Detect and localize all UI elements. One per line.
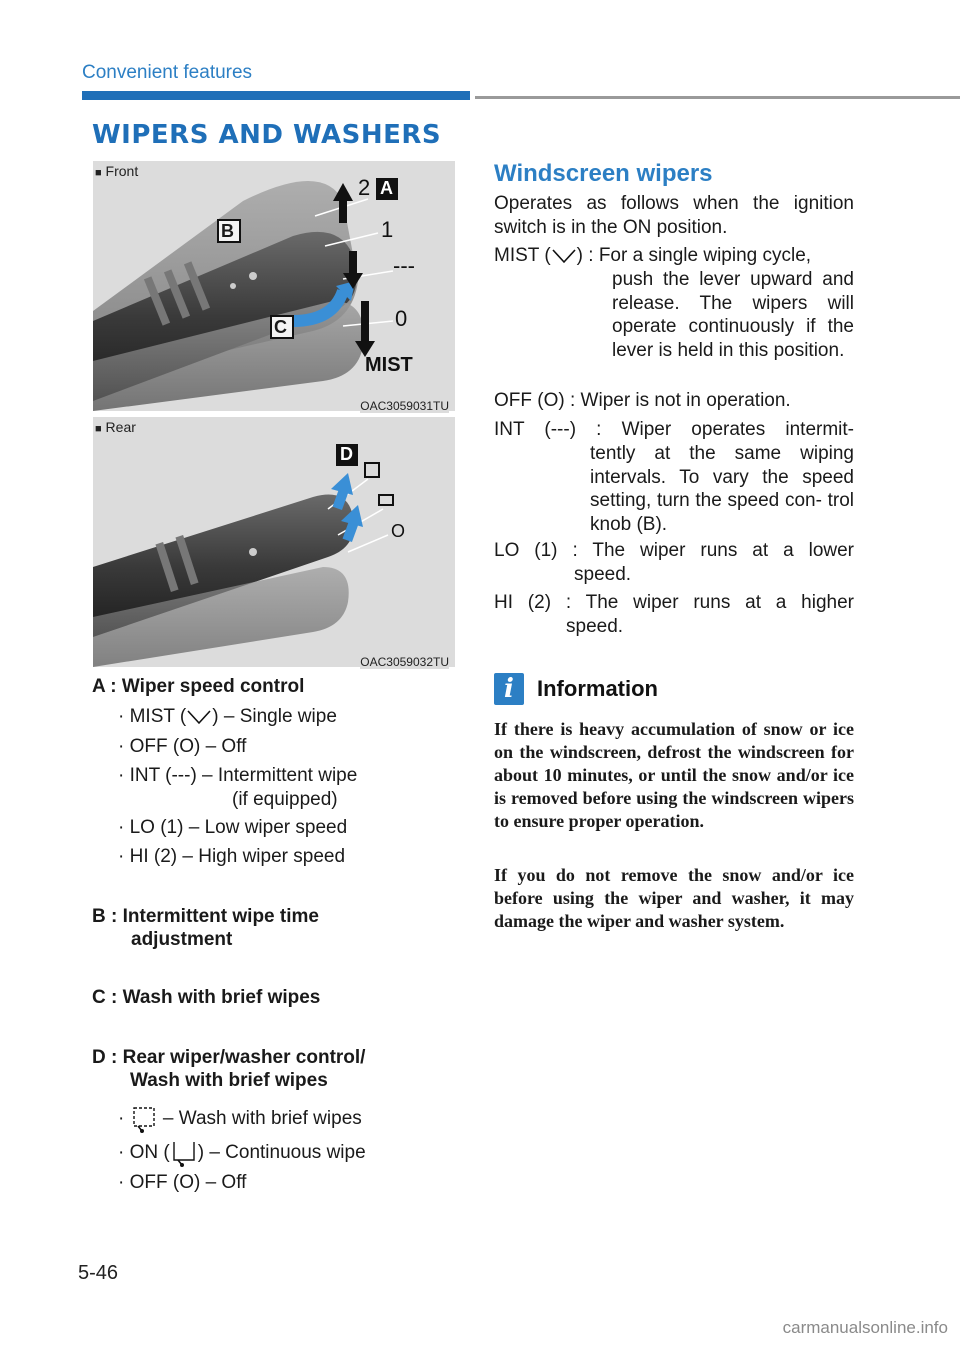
callout-position-int: --- — [393, 253, 415, 278]
mist-def-icon — [551, 247, 577, 265]
header-bar — [82, 91, 470, 100]
callout-rear-off: O — [391, 521, 406, 541]
def-hi: HI (2) : The wiper runs at a higher — [494, 592, 854, 613]
callout-b: B — [221, 221, 234, 241]
information-icon: i — [494, 673, 524, 705]
legend-d-on: · ON ( ) – Continuous wipe — [118, 1138, 366, 1168]
legend-b-label-cont: adjustment — [131, 929, 233, 950]
wipers-intro: Operates as follows when the ignition switch is in the ON position. — [494, 193, 854, 238]
def-lo-detail: speed. — [574, 564, 632, 585]
rear-figure-code: OAC3059032TU — [360, 655, 449, 669]
legend-a-label: A : Wiper speed control — [92, 676, 305, 697]
windscreen-wipers-heading: Windscreen wipers — [494, 160, 713, 187]
def-mist-detail: push the lever upward and release. The wipers will operate continuously if the lever is held in this position. — [612, 269, 854, 361]
legend-d-label: D : Rear wiper/washer control/ — [92, 1047, 366, 1068]
rear-figure-label: ■ Rear — [95, 419, 136, 435]
callout-c: C — [274, 317, 287, 337]
header-rule — [475, 96, 960, 99]
watermark: carmanualsonline.info — [782, 1318, 948, 1337]
rear-figure — [93, 417, 455, 667]
mist-icon — [186, 708, 212, 726]
information-paragraph-2: If you do not remove the snow and/or ice before using the wiper and washer, it may damage the wiper and washer system. — [494, 865, 854, 931]
callout-position-1: 1 — [381, 217, 394, 242]
legend-a-off: · OFF (O) – Off — [118, 736, 247, 757]
legend-a-int: · INT (---) – Intermittent wipe — [118, 765, 358, 786]
rear-wash-icon — [365, 463, 379, 477]
legend-d-wash: · – Wash with brief wipes — [118, 1104, 362, 1134]
legend-d-off: · OFF (O) – Off — [118, 1172, 247, 1193]
information-paragraph-1: If there is heavy accumulation of snow or ice on the windscreen, defrost the windscreen for about 10 minutes, or until the snow and/or ice is removed before using the windscreen wipers to ensure proper operation. — [494, 719, 854, 831]
front-figure-label: ■ Front — [95, 163, 139, 179]
callout-position-mist: MIST — [365, 354, 413, 376]
callout-a: A — [380, 178, 393, 198]
legend-a-mist: · MIST ( ) – Single wipe — [118, 706, 337, 727]
def-int: INT (---) : Wiper operates intermit- — [494, 419, 854, 440]
legend-a-int-note: (if equipped) — [232, 789, 338, 810]
rear-on-icon — [379, 495, 393, 505]
page-title: WIPERS AND WASHERS — [92, 120, 442, 150]
callout-position-2: 2 — [358, 175, 371, 200]
legend-a-lo: · LO (1) – Low wiper speed — [118, 817, 348, 838]
def-off: OFF (O) : Wiper is not in operation. — [494, 390, 791, 411]
callout-position-0: 0 — [395, 306, 408, 331]
section-title: Convenient features — [82, 62, 253, 83]
rear-on-glyph-icon — [170, 1138, 198, 1168]
legend-d-label-cont: Wash with brief wipes — [130, 1070, 328, 1091]
information-heading: Information — [537, 676, 658, 701]
rear-lever-illustration — [93, 417, 455, 667]
def-lo: LO (1) : The wiper runs at a lower — [494, 540, 854, 561]
front-figure-code: OAC3059031TU — [360, 399, 449, 413]
def-hi-detail: speed. — [566, 616, 624, 637]
def-mist: MIST ( ) : For a single wiping cycle, — [494, 245, 812, 266]
def-int-detail: tently at the same wiping intervals. To vary the speed setting, turn the speed con- trol knob (B). — [590, 443, 854, 535]
legend-c-label: C : Wash with brief wipes — [92, 987, 321, 1008]
legend-b-label: B : Intermittent wipe time — [92, 906, 319, 927]
rear-wash-glyph-icon — [130, 1104, 158, 1134]
legend-a-hi: · HI (2) – High wiper speed — [118, 846, 346, 867]
callout-d: D — [340, 444, 353, 464]
page-number: 5-46 — [78, 1262, 119, 1284]
front-figure — [93, 161, 455, 411]
